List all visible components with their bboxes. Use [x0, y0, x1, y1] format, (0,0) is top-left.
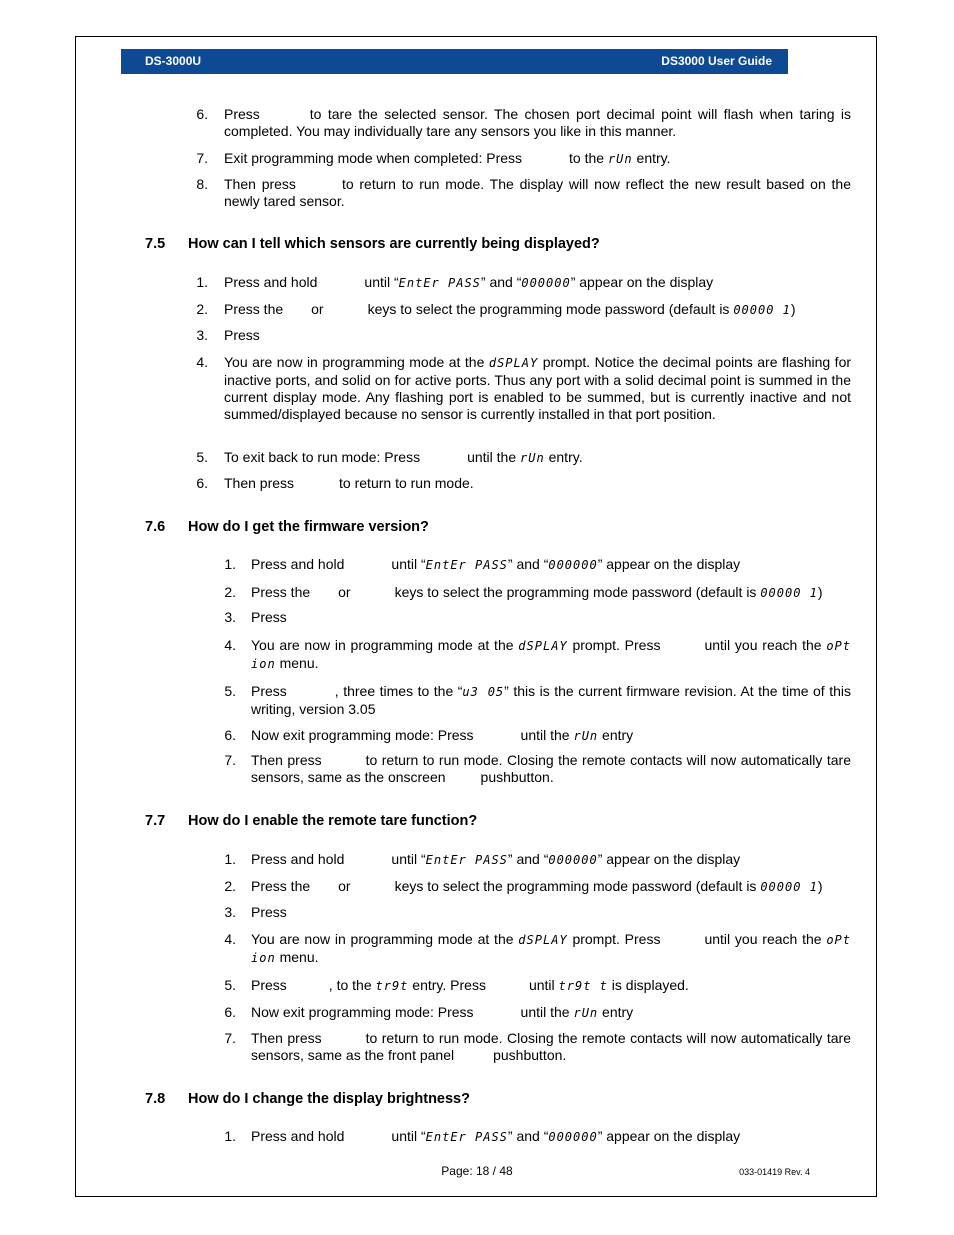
display-code: 000000 — [548, 853, 598, 867]
item-text: Then press to return to run mode. — [224, 475, 474, 491]
display-code: tr9t t — [558, 979, 608, 993]
item-text: Press and hold until “EntEr PASS” and “000000” appear on the display — [251, 556, 741, 572]
display-code: oPt ion — [251, 933, 852, 965]
item-text: Press and hold until “EntEr PASS” and “000000” appear on the display — [224, 274, 714, 290]
item-text: Press the or keys to select the programming mode password (default is 00000 1) — [224, 301, 796, 317]
item-text: Press and hold until “EntEr PASS” and “000000” appear on the display — [251, 1128, 741, 1144]
item-text: You are now in programming mode at the dSPLAY prompt. Press until you reach the oPt ion menu. — [251, 637, 852, 671]
display-code: EntEr PASS — [425, 558, 508, 572]
document-revision: 033-01419 Rev. 4 — [739, 1167, 810, 1177]
display-code: tr9t — [375, 979, 409, 993]
header-model: DS-3000U — [145, 54, 202, 68]
item-number: 7. — [196, 150, 208, 166]
item-text: You are now in programming mode at the dSPLAY prompt. Press until you reach the oPt ion menu. — [251, 931, 852, 965]
display-code: rUn — [520, 451, 545, 465]
item-text: Press — [251, 609, 287, 625]
item-text: Press , three times to the “u3 05” this is the current firmware revision. At the time of this writing, version 3.05 — [251, 683, 851, 717]
item-text: You are now in programming mode at the dSPLAY prompt. Notice the decimal points are flashing for inactive ports, and solid on for active ports. Thus any port with a solid decimal point is summed in the current display mode. Any flashing port is enabled to be summed, but is currently inactive and not summed/displayed because no sensor is currently installed in that port position. — [224, 354, 852, 422]
display-code: 000000 — [548, 1130, 598, 1144]
item-text: Press — [224, 327, 260, 343]
display-code: dSPLAY — [518, 639, 568, 653]
display-code: 00000 1 — [760, 880, 818, 894]
display-code: 00000 1 — [733, 303, 791, 317]
display-code: rUn — [573, 729, 599, 743]
item-number: 6. — [196, 106, 208, 122]
item-number: 8. — [196, 176, 208, 192]
item-text: Press , to the tr9t entry. Press until tr9t t is displayed. — [251, 977, 689, 993]
header-bar — [121, 49, 788, 74]
item-text: Press to tare the selected sensor. The chosen port decimal point will flash when taring is completed. You may individually tare any sensors you like in this manner. — [224, 106, 851, 139]
item-text: Press and hold until “EntEr PASS” and “000000” appear on the display — [251, 851, 741, 867]
item-text: Then press to return to run mode. The display will now reflect the new result based on the newly tared sensor. — [224, 176, 851, 209]
display-code: u3 05 — [462, 685, 505, 699]
item-text: Then press to return to run mode. Closing the remote contacts will now automatically tare sensors, same as the front panel pushbutton. — [251, 1030, 851, 1063]
display-code: EntEr PASS — [425, 1130, 508, 1144]
item-text: To exit back to run mode: Press until the rUn entry. — [224, 449, 583, 465]
display-code: rUn — [573, 1006, 599, 1020]
item-text: Now exit programming mode: Press until the rUn entry — [251, 727, 634, 743]
display-code: 000000 — [521, 276, 571, 290]
page-number: Page: 18 / 48 — [441, 1164, 513, 1178]
item-text: Now exit programming mode: Press until the rUn entry — [251, 1004, 634, 1020]
display-code: 000000 — [548, 558, 598, 572]
item-text: Exit programming mode when completed: Press to the rUn entry. — [224, 150, 671, 166]
item-text: Press the or keys to select the programming mode password (default is 00000 1) — [251, 878, 823, 894]
display-code: 00000 1 — [760, 586, 818, 600]
item-text: Press the or keys to select the programming mode password (default is 00000 1) — [251, 584, 823, 600]
display-code: rUn — [607, 152, 633, 166]
display-code: EntEr PASS — [398, 276, 481, 290]
display-code: dSPLAY — [488, 356, 539, 370]
display-code: EntEr PASS — [425, 853, 508, 867]
header-guide-title: DS3000 User Guide — [661, 54, 772, 68]
item-text: Then press to return to run mode. Closing the remote contacts will now automatically tare sensors, same as the onscreen pushbutton. — [251, 752, 851, 785]
display-code: dSPLAY — [518, 933, 568, 947]
display-code: oPt ion — [251, 639, 852, 671]
item-text: Press — [251, 904, 287, 920]
